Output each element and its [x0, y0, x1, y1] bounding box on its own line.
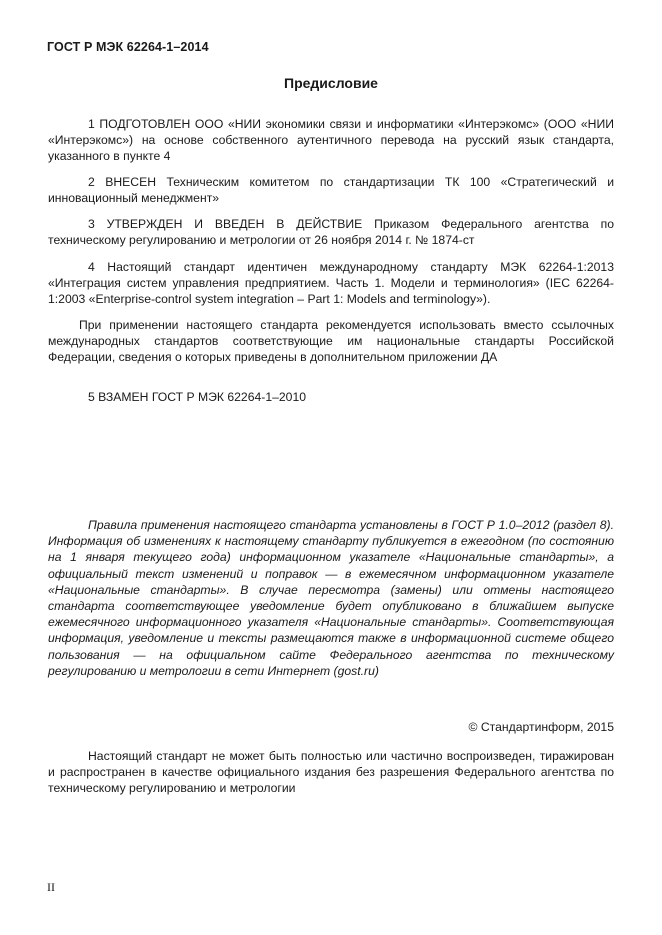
reference-standards-note: При применении настоящего стандарта рекомендуется использовать вместо ссылочных международных стандартов соответствующие им национальные стандарты Российской Федерации, сведения о которых приведены в дополнительном приложении ДА	[48, 318, 614, 365]
foreword-item-2: 2 ВНЕСЕН Техническим комитетом по стандартизации ТК 100 «Стратегический и инновационный менеджмент»	[48, 175, 614, 206]
foreword-item-3: 3 УТВЕРЖДЕН И ВВЕДЕН В ДЕЙСТВИЕ Приказом Федерального агентства по техническому регулированию и метрологии от 26 ноября 2014 г. № 1874-ст	[48, 217, 614, 248]
page-number: II	[47, 880, 55, 894]
copyright-line: © Стандартинформ, 2015	[468, 720, 614, 734]
application-rules-notice: Правила применения настоящего стандарта установлены в ГОСТ Р 1.0–2012 (раздел 8). Информация об изменениях к настоящему стандарту публикуется в ежегодном (по состоянию на 1 января текущего года) информационном указателе «Национальные стандарты», а официальный текст изменений и поправок — в ежемесячном информационном указателе «Национальные стандарты». В случае пересмотра (замены) или отмены настоящего стандарта соответствующее уведомление будет опубликовано в ближайшем выпуске ежемесячного информационного указателя «Национальные стандарты». Соответствующая информация, уведомление и тексты размещаются также в информационной системе общего пользования — на официальном сайте Федерального агентства по техническому регулированию и метрологии в сети Интернет (gost.ru)	[48, 518, 614, 678]
foreword-item-1: 1 ПОДГОТОВЛЕН ООО «НИИ экономики связи и информатики «Интерэкомс» (ООО «НИИ «Интерэкомс») на основе собственного аутентичного перевода на русский язык стандарта, указанного в пункте 4	[48, 117, 614, 164]
foreword-item-4: 4 Настоящий стандарт идентичен международному стандарту МЭК 62264-1:2013 «Интеграция систем управления предприятием. Часть 1. Модели и терминология» (IEC 62264-1:2003 «Enterprise-control system integration – Part 1: Models and terminology»).	[48, 260, 614, 307]
reproduction-rights-notice: Настоящий стандарт не может быть полностью или частично воспроизведен, тиражирован и распространен в качестве официального издания без разрешения Федерального агентства по техническому регулированию и метрологии	[48, 749, 614, 796]
document-code-header: ГОСТ Р МЭК 62264-1–2014	[47, 40, 209, 54]
foreword-item-5: 5 ВЗАМЕН ГОСТ Р МЭК 62264-1–2010	[88, 390, 306, 404]
page-title: Предисловие	[284, 75, 378, 91]
